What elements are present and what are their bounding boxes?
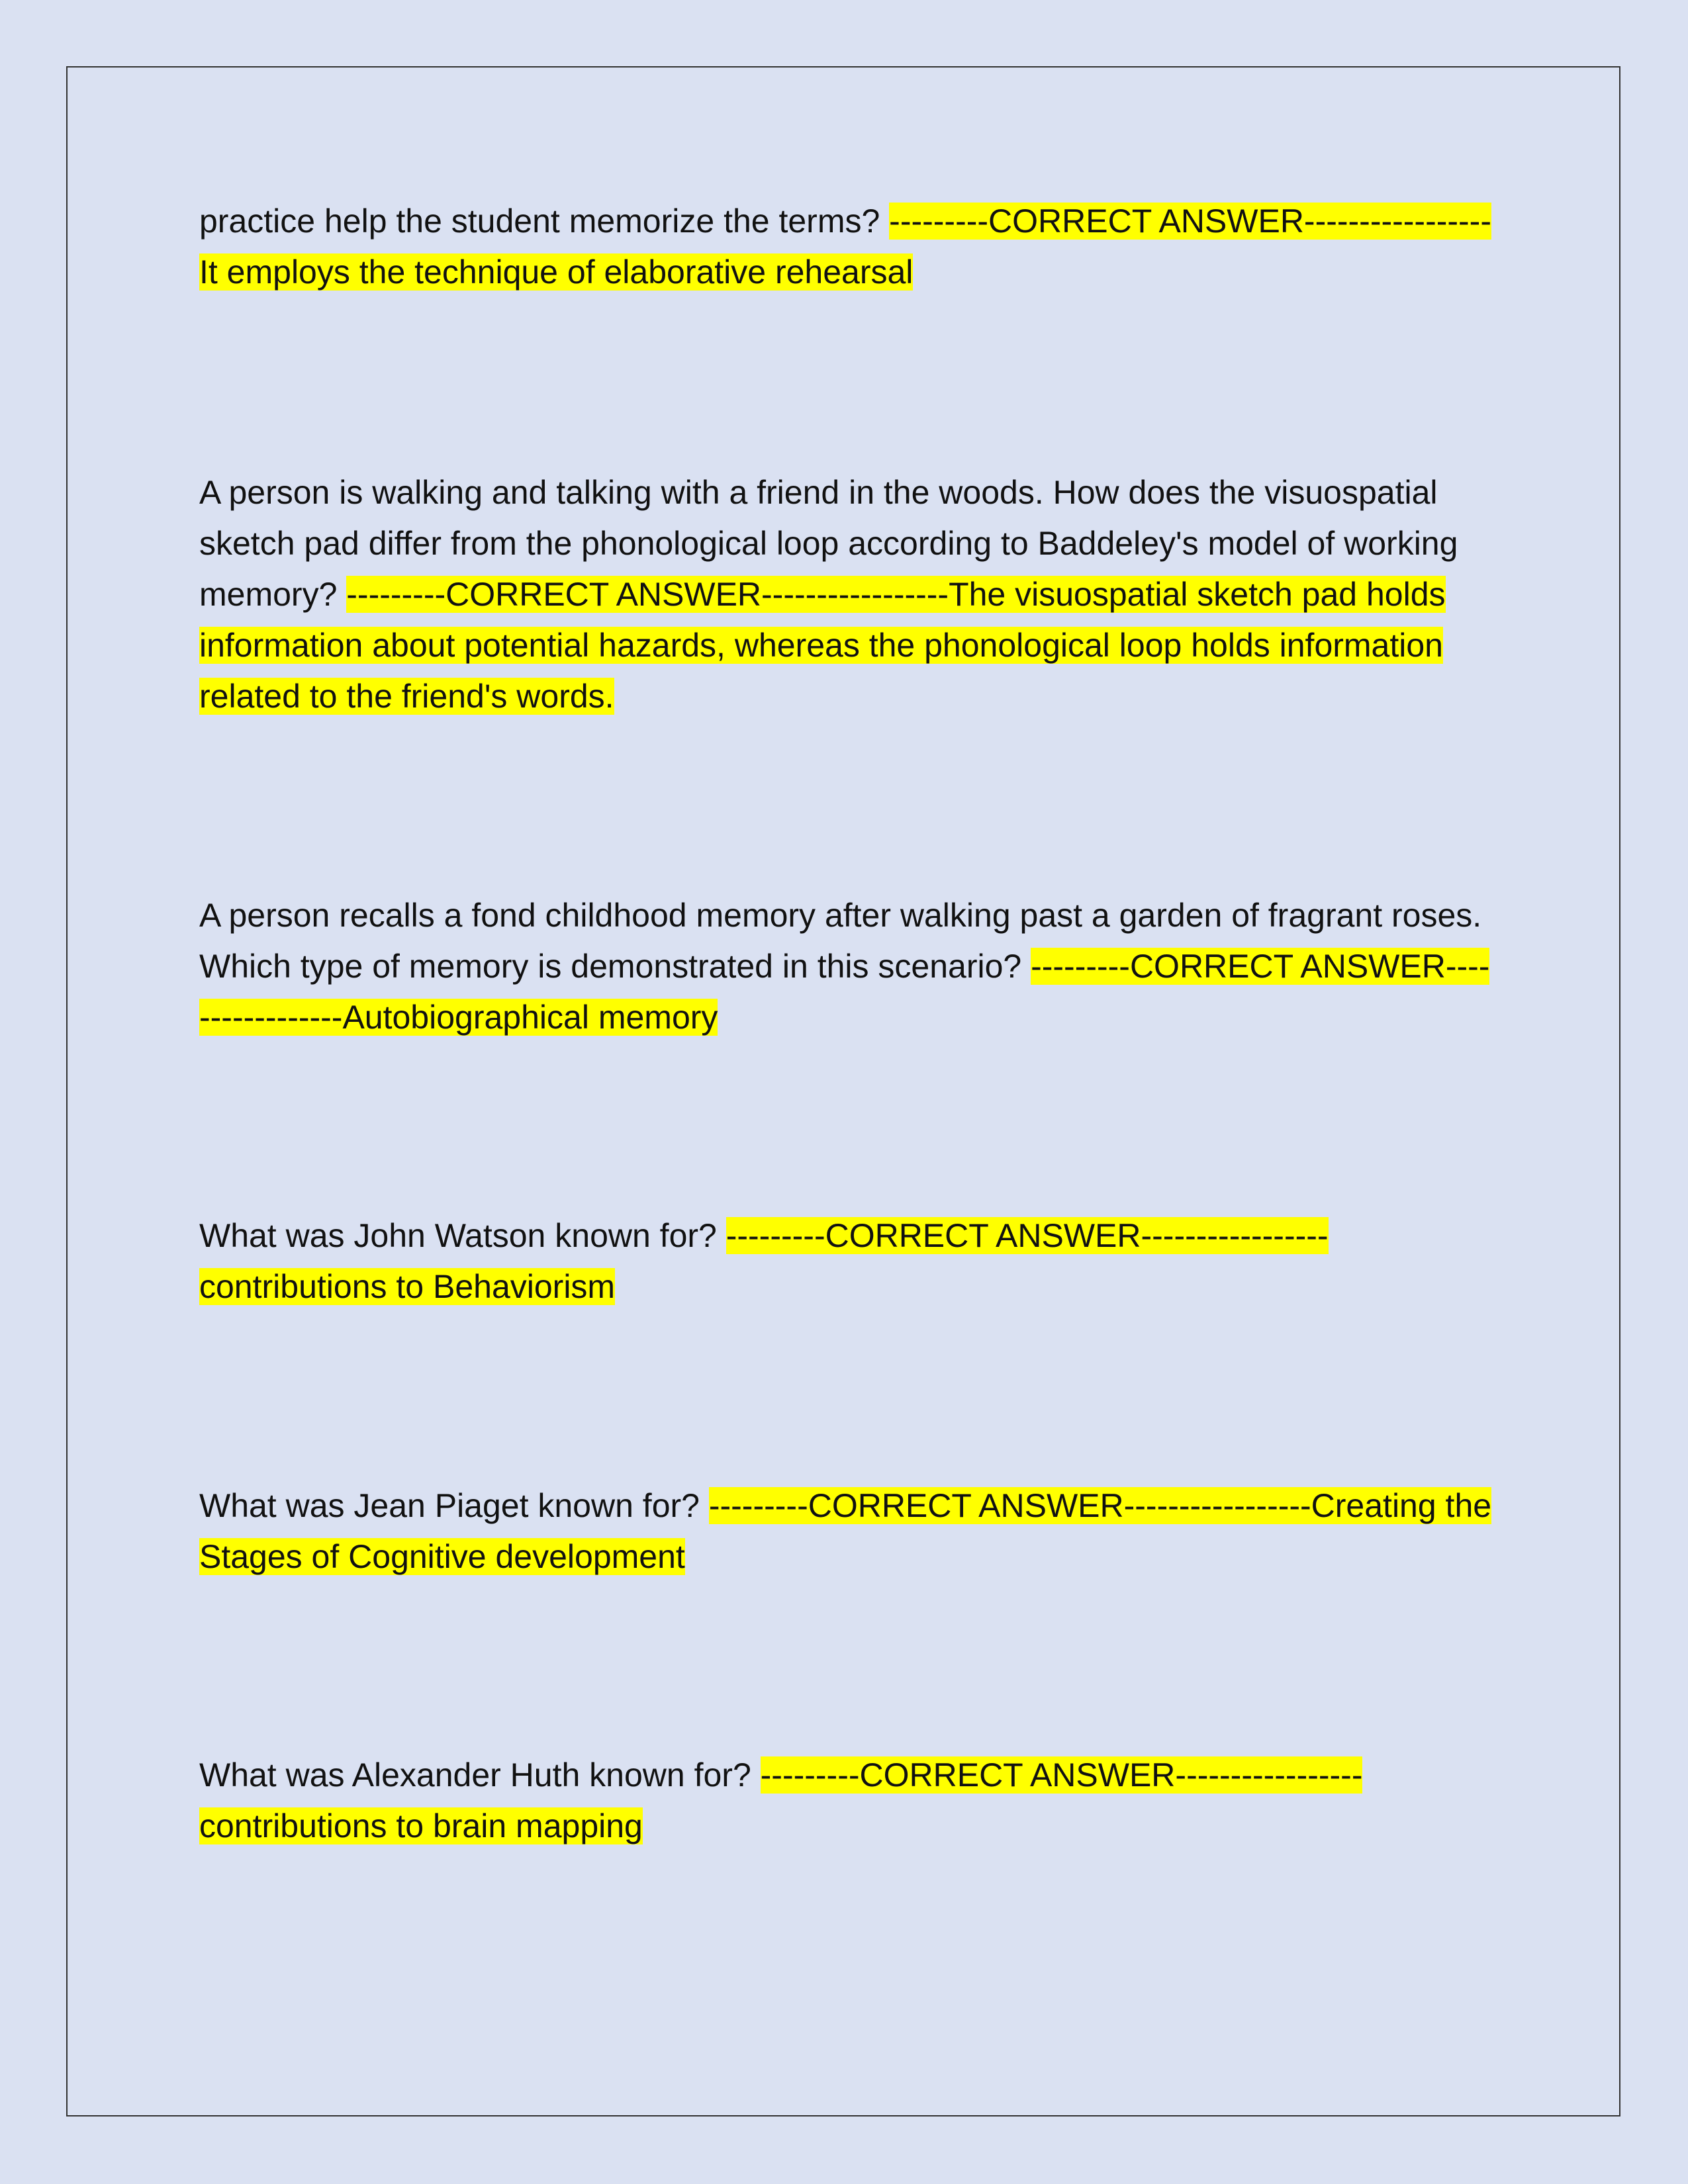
answer-text: ---------CORRECT ANSWER-----------------It employs the technique of elaborative rehearsal [199,203,1491,291]
qa-item-4 [199,1210,1497,1312]
question-text: What was John Watson known for? [199,1217,726,1254]
qa-item-2 [199,467,1497,722]
qa-item-6 [199,1750,1497,1852]
question-text: What was Alexander Huth known for? [199,1756,761,1794]
qa-item-5 [199,1480,1497,1582]
answer-text: ---------CORRECT ANSWER-----------------contributions to Behaviorism [199,1217,1329,1305]
answer-text: ---------CORRECT ANSWER-----------------Creating the Stages of Cognitive development [199,1487,1492,1575]
question-text: A person is walking and talking with a friend in the woods. How does the visuospatial sketch pad differ from the phonological loop according to Baddeley's model of working memory? [199,474,1458,613]
question-text: What was Jean Piaget known for? [199,1487,709,1524]
answer-text: ---------CORRECT ANSWER-----------------contributions to brain mapping [199,1756,1363,1844]
question-text: practice help the student memorize the terms? [199,203,890,240]
question-text: A person recalls a fond childhood memory after walking past a garden of fragrant roses. Which type of memory is demonstrated in this scenario? [199,897,1482,985]
answer-text: ---------CORRECT ANSWER-----------------The visuospatial sketch pad holds information about potential hazards, whereas the phonological loop holds information related to the friend's words. [199,576,1446,715]
qa-item-3 [199,890,1497,1043]
qa-item-1 [199,196,1497,298]
answer-text: ---------CORRECT ANSWER-----------------Autobiographical memory [199,948,1490,1036]
